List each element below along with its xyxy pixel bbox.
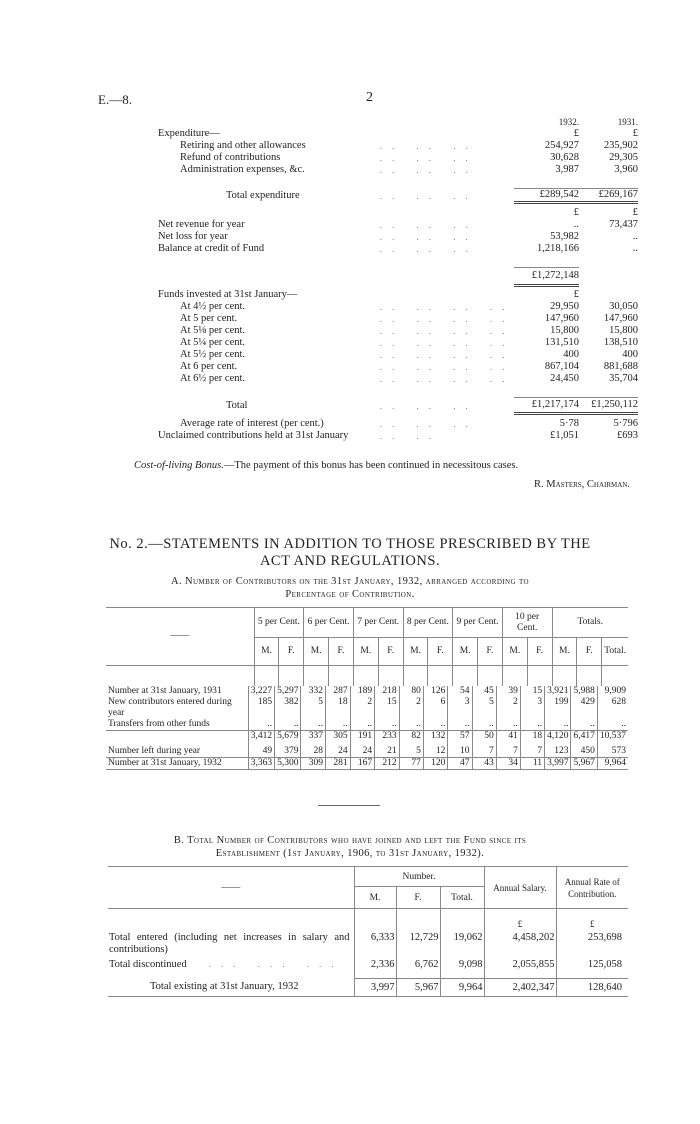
pound-sign: £ [632,128,638,139]
row-label: Transfers from other funds [108,718,210,729]
table-a-cell: 212 [375,758,400,770]
annual-rate-header: Annual Rate of Contribution. [556,867,628,909]
table-a-cell: 3 [448,697,472,719]
table-a-cell: 382 [275,697,301,719]
table-b-row: Total entered (including net increases in salary and contributions) 6,333 12,729 19,062 4,458,202 253,698 [108,931,628,957]
table-a-cell: 5,679 [275,730,301,746]
sub-header: F. [428,638,453,666]
table-a-cell: 309 [301,758,326,770]
signature: R. Masters, Chairman. [534,479,630,490]
sub-header: M. [502,638,527,666]
total-header: Total. [440,887,484,909]
col-1932-header: 1932. [558,117,579,127]
pound-sign: £ [632,206,638,218]
expenditure-label: Expenditure— [158,128,220,139]
sub-header: F. [478,638,503,666]
sub-header: F. [279,638,304,666]
table-a-cell: 337 [301,730,326,746]
sub-header: M. [552,638,577,666]
table-a-cell: 12 [423,746,448,758]
fund-row: At 4½ per cent. .. .. .. .. 29,950 30,050 [180,301,638,312]
table-a-cell: 41 [496,730,520,746]
bonus-note [134,460,634,472]
fund-row: At 5½ per cent. .. .. .. .. 400 400 [180,349,638,360]
sub-header: F. [378,638,403,666]
table-a-cell: 34 [496,758,520,770]
expenditure-row: Administration expenses, &c. .. .. .. 3,987 3,960 [180,164,638,175]
pound-sign: £ [573,289,579,300]
table-a-cell: .. [275,719,301,731]
f-header: F. [396,887,440,909]
fund-row: At 6 per cent. .. .. .. .. 867,104 881,688 [180,361,638,372]
funds-label: Funds invested at 31st January— [158,289,298,300]
table-a-cell: 5 [472,697,496,719]
table-a-cell: 24 [350,746,375,758]
grand-sum-row: £1,272,148 [158,267,638,285]
table-a-cell: 10 [448,746,472,758]
sub-header: Total. [602,638,628,666]
bonus-title: Cost-of-living Bonus. [134,460,224,471]
sub-header: F. [329,638,354,666]
table-a-cell: 18 [326,697,351,719]
table-a-cell: 45 [472,686,496,697]
table-a-cell: 167 [350,758,375,770]
financial-statement [158,116,638,442]
table-a-cell: .. [520,719,544,731]
table-a-cell: 2 [399,697,423,719]
table-a-cell: 50 [472,730,496,746]
table-a-cell: 233 [375,730,400,746]
table-a-row [106,758,628,770]
table-a-cell: 47 [448,758,472,770]
table-b-title-line2: Establishment (1st January, 1906, to 31st January, 1932). [215,848,485,859]
table-a-cell: 120 [423,758,448,770]
table-a-cell: 6,417 [571,730,597,746]
table-a-cell: 5,988 [571,686,597,697]
sub-header: F. [527,638,552,666]
table-a-cell: 5 [399,746,423,758]
table-a: —— 5 per Cent. 6 per Cent. 7 per Cent. 8 per Cent. 9 per Cent. 10 per Cent. Totals. M. F. M. F. M. F. M. F. M. F. M. F. M. F. Total. Number at 31st January, 1931 3,227 5,297 332 287 189 218 80 126 54 45 39 15 3,921 5,988 9,909 New contributors entered during year 185 382 5 18 2 15 2 6 3 5 2 3 199 429 628 Transfers from other funds .. .. .. .. .. .. .. .. .. .. .. .. .. .. .. 3,412 5,679 337 305 191 233 82 132 57 50 41 18 4,120 6,417 10,537 Number left during year 49 379 28 24 24 21 5 12 10 7 7 7 123 450 573 Number at 31st January, 1932 3,363 5,300 309 281 167 212 77 120 47 43 34 11 3,997 5,967 9,964 [106,607,628,770]
table-a-cell: 11 [520,758,544,770]
table-a-cell: 185 [248,697,274,719]
group-header: 10 per Cent. [502,608,552,638]
row-label: New contributors entered during year [108,696,232,718]
table-a-cell: 332 [301,686,326,697]
table-a-cell: 6 [423,697,448,719]
section-divider [318,805,380,806]
section-title-line1: No. 2.—STATEMENTS IN ADDITION TO THOSE PRESCRIBED BY THE [109,536,591,552]
table-a-cell: 218 [375,686,400,697]
table-a-cell: 15 [375,697,400,719]
table-a-row [106,697,628,719]
net-row: Net revenue for year .. .. .. .. 73,437 [158,218,638,230]
table-a-cell: .. [472,719,496,731]
table-a-cell: 305 [326,730,351,746]
table-a-cell: 379 [275,746,301,758]
table-a-cell: 189 [350,686,375,697]
table-a-cell: 429 [571,697,597,719]
table-a-cell: 450 [571,746,597,758]
table-a-cell: 3 [520,697,544,719]
table-a-cell: 281 [326,758,351,770]
table-a-cell: 18 [520,730,544,746]
table-a-cell: 80 [399,686,423,697]
table-a-cell: 3,997 [545,758,571,770]
table-a-cell: 199 [545,697,571,719]
table-a-cell: .. [571,719,597,731]
fund-row: At 6½ per cent. .. .. .. .. 24,450 35,704 [180,373,638,384]
table-a-cell: 9,964 [597,758,628,770]
table-a-cell: 9,909 [597,686,628,697]
table-a-cell: 123 [545,746,571,758]
table-a-cell: 43 [472,758,496,770]
sub-header: M. [453,638,478,666]
pound-sign: £ [556,909,628,931]
table-a-cell: 5,297 [275,686,301,697]
table-a-row [106,746,628,758]
table-a-cell: 49 [248,746,274,758]
table-a-cell: 77 [399,758,423,770]
table-a-title-line2: Percentage of Contribution. [285,589,415,600]
table-a-cell: 24 [326,746,351,758]
table-a-cell: 5 [301,697,326,719]
group-header: 7 per Cent. [353,608,403,638]
group-header: 6 per Cent. [304,608,354,638]
table-a-cell: 3,412 [248,730,274,746]
table-a-cell: 7 [472,746,496,758]
table-a-cell: 628 [597,697,628,719]
table-a-cell: 191 [350,730,375,746]
table-a-title-line1: A. Number of Contributors on the 31st January, 1932, arranged according to [171,576,529,587]
table-a-cell: 4,120 [545,730,571,746]
row-label: Number at 31st January, 1931 [108,685,222,696]
table-a-cell: 2 [350,697,375,719]
funds-total-row: Total .. .. .. £1,217,174 £1,250,112 [158,398,638,414]
col-1931-header: 1931. [617,117,638,127]
row-label: Number at 31st January, 1932 [108,758,222,768]
table-a-cell: 7 [496,746,520,758]
annual-salary-header: Annual Salary. [484,867,556,909]
table-a-cell: .. [448,719,472,731]
table-a-cell: .. [326,719,351,731]
table-a-cell: 57 [448,730,472,746]
table-b: —— Number. Annual Salary. Annual Rate of Contribution. M. F. Total. £ £ Total entered (including net increases in salary and contributions) 6,333 12,729 19,062 4,458,202 253,698 Total discontinued ... ... ... 2,336 6,762 9,098 2,055,855 125,058 Total existing at 31st January, 1932 3,997 5,967 9,964 2,402,347 128,640 [108,866,628,997]
net-row: Net loss for year .. .. .. 53,982 .. [158,230,638,242]
document-reference: E.—8. [98,92,132,107]
fund-row: At 5⅛ per cent. .. .. .. .. 15,800 15,800 [180,325,638,336]
table-a-cell: .. [423,719,448,731]
group-header: 5 per Cent. [254,608,304,638]
row-label: Number left during year [108,746,201,756]
net-row: Balance at credit of Fund .. .. .. 1,218,166 .. [158,242,638,254]
table-a-cell: 15 [520,686,544,697]
table-a-cell: 573 [597,746,628,758]
table-a-cell: .. [545,719,571,731]
m-header: M. [354,887,396,909]
table-b-row: Total discontinued ... ... ... 2,336 6,762 9,098 2,055,855 125,058 [108,957,628,973]
sub-header: M. [254,638,279,666]
table-a-cell: .. [375,719,400,731]
table-a-cell: 21 [375,746,400,758]
bonus-text: —The payment of this bonus has been continued in necessitous cases. [223,460,519,471]
sub-header: F. [577,638,602,666]
group-header: 8 per Cent. [403,608,453,638]
table-b-title-line1: B. Total Number of Contributors who have joined and left the Fund since its [173,835,527,846]
table-a-cell: .. [248,719,274,731]
sub-header: M. [353,638,378,666]
pound-sign: £ [573,128,579,139]
table-a-cell: 132 [423,730,448,746]
table-a-row [106,730,628,746]
total-expenditure-row: Total expenditure .. .. .. £289,542 £269,167 [226,189,638,201]
table-b-row: Total existing at 31st January, 1932 3,997 5,967 9,964 2,402,347 128,640 [108,979,628,997]
table-a-cell: .. [301,719,326,731]
table-a-cell: .. [597,719,628,731]
table-a-cell: .. [496,719,520,731]
table-a-cell: 39 [496,686,520,697]
table-a-cell: .. [399,719,423,731]
average-rate-row: Average rate of interest (per cent.) .. .. .. 5·78 5·796 [180,417,638,429]
table-a-cell: 3,363 [248,758,274,770]
page-number: 2 [366,90,373,105]
table-a-cell: 82 [399,730,423,746]
table-a-cell: 126 [423,686,448,697]
table-a-cell: 2 [496,697,520,719]
group-header: Totals. [552,608,628,638]
unclaimed-row: Unclaimed contributions held at 31st January .. .. £1,051 £693 [158,429,638,441]
sub-header: M. [403,638,428,666]
table-a-cell: 3,921 [545,686,571,697]
table-a-row [106,686,628,697]
fund-row: At 5 per cent. .. .. .. .. 147,960 147,960 [180,313,638,324]
group-header: 9 per Cent. [453,608,503,638]
table-a-cell: 54 [448,686,472,697]
expenditure-row: Retiring and other allowances .. .. .. 254,927 235,902 [180,140,638,151]
row-label [106,730,248,746]
table-a-cell: 3,227 [248,686,274,697]
expenditure-row: Refund of contributions .. .. .. 30,628 29,305 [180,152,638,163]
table-a-cell: .. [350,719,375,731]
table-a-cell: 287 [326,686,351,697]
pound-sign: £ [484,909,556,931]
fund-row: At 5¼ per cent. .. .. .. .. 131,510 138,510 [180,337,638,348]
table-a-cell: 7 [520,746,544,758]
table-a-cell: 5,300 [275,758,301,770]
section-title-line2: ACT AND REGULATIONS. [259,553,441,569]
table-a-cell: 10,537 [597,730,628,746]
sub-header: M. [304,638,329,666]
table-a-cell: 5,967 [571,758,597,770]
table-a-cell: 28 [301,746,326,758]
pound-sign: £ [573,206,579,218]
number-header: Number. [354,867,484,887]
table-a-row [106,719,628,731]
